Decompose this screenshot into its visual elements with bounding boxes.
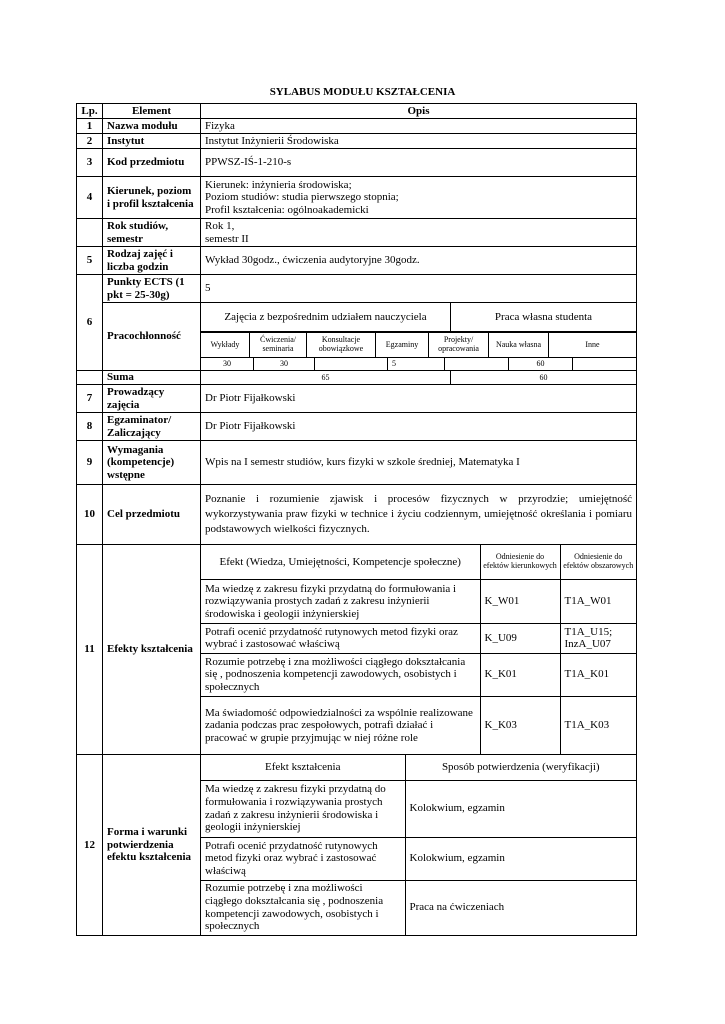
group-own: Praca własna studenta xyxy=(494,310,593,323)
row-value: Fizyka xyxy=(201,119,637,134)
verification-cell xyxy=(201,755,637,936)
table-row xyxy=(77,755,637,936)
row-element: Instytut xyxy=(103,134,201,149)
col-cwiczenia: Ćwiczenia/ seminaria xyxy=(250,333,307,358)
row-element: Suma xyxy=(103,371,201,385)
row-element: Egzaminator/ Zaliczający xyxy=(103,413,201,441)
row-element: Rok studiów, semestr xyxy=(103,219,201,247)
row-number xyxy=(77,371,103,385)
table-row xyxy=(77,219,637,247)
row-element: Kod przedmiotu xyxy=(103,149,201,177)
verification-row xyxy=(201,780,636,837)
col-nauka: Nauka własna xyxy=(489,333,549,358)
row-number: 7 xyxy=(77,385,103,413)
row-value: 5 xyxy=(201,275,637,303)
row-number: 12 xyxy=(77,755,103,936)
table-row xyxy=(77,119,637,134)
table-row xyxy=(77,275,637,303)
effects-header-effect: Efekt (Wiedza, Umiejętności, Kompetencje społeczne) xyxy=(201,545,480,579)
table-row xyxy=(77,413,637,441)
verification-effect: Rozumie potrzebę i zna możliwości ciągłego dokształcania się , podnoszenia kompetencji zawodowych, osobistych i społecznych xyxy=(201,880,405,935)
effect-row xyxy=(201,696,636,754)
table-row xyxy=(77,177,637,219)
verification-header-method: Sposób potwierdzenia (weryfikacji) xyxy=(405,755,636,780)
row-element: Nazwa modułu xyxy=(103,119,201,134)
row-number: 9 xyxy=(77,441,103,485)
val-inne xyxy=(573,358,637,370)
effect-obsz: T1A_W01 xyxy=(560,579,636,623)
effect-obsz: T1A_K03 xyxy=(560,696,636,754)
row-number: 10 xyxy=(77,485,103,545)
row-number: 2 xyxy=(77,134,103,149)
table-row xyxy=(77,485,637,545)
table-row xyxy=(77,134,637,149)
sum-direct: 65 xyxy=(201,371,451,384)
header-opis: Opis xyxy=(201,104,637,119)
val-nauka: 60 xyxy=(509,358,573,370)
val-egzaminy: 5 xyxy=(388,358,445,370)
row-value xyxy=(201,219,637,247)
verification-effect: Potrafi ocenić przydatność rutynowych metod fizyki oraz wybrać i zastosować właściwą xyxy=(201,837,405,880)
row-value: Poznanie i rozumienie zjawisk i procesów fizycznych w przyrodzie; umiejętność wykorzystywania praw fizyki w technice i życiu codziennym, umiejętność określania i pomiaru podstawowych wielkości fizycznych. xyxy=(201,485,637,545)
table-row xyxy=(77,385,637,413)
row-number: 3 xyxy=(77,149,103,177)
row-element: Efekty kształcenia xyxy=(103,545,201,755)
col-konsultacje: Konsultacje obowiązkowe xyxy=(307,333,376,358)
effect-kier: K_K03 xyxy=(480,696,560,754)
effect-text: Ma wiedzę z zakresu fizyki przydatną do formułowania i rozwiązywania prostych zadań z zakresu inżynierii środowiska i geologii inżynierskiej xyxy=(201,579,480,623)
workload-groups-row xyxy=(77,303,637,332)
row-element: Rodzaj zajęć i liczba godzin xyxy=(103,247,201,275)
row-number: 1 xyxy=(77,119,103,134)
row-value: Wykład 30godz., ćwiczenia audytoryjne 30godz. xyxy=(201,247,637,275)
verification-row xyxy=(201,880,636,935)
effect-row xyxy=(201,624,636,653)
syllabus-table xyxy=(76,103,637,936)
verification-effect: Ma wiedzę z zakresu fizyki przydatną do formułowania i rozwiązywania prostych zadań z zakresu inżynierii środowiska i geologii inżynierskiej xyxy=(201,780,405,837)
row-value xyxy=(201,177,637,219)
verification-row xyxy=(201,837,636,880)
header-row xyxy=(77,104,637,119)
workload-vals xyxy=(201,358,637,371)
col-projekty: Projekty/ opracowania xyxy=(429,333,489,358)
val-projekty xyxy=(445,358,509,370)
row-element: Prowadzący zajęcia xyxy=(103,385,201,413)
val-wyklady: 30 xyxy=(201,358,254,370)
verification-header-effect: Efekt kształcenia xyxy=(201,755,405,780)
line: Kierunek: inżynieria środowiska; xyxy=(205,178,352,191)
table-row xyxy=(77,545,637,755)
verification-method: Praca na ćwiczeniach xyxy=(405,880,636,935)
row-number xyxy=(77,219,103,247)
sum-row xyxy=(77,371,637,385)
line: Poziom studiów: studia pierwszego stopnia; xyxy=(205,191,399,204)
row-number: 5 xyxy=(77,247,103,275)
row-value: Wpis na I semestr studiów, kurs fizyki w szkole średniej, Matematyka I xyxy=(201,441,637,485)
col-inne: Inne xyxy=(549,333,637,358)
row-value: Instytut Inżynierii Środowiska xyxy=(201,134,637,149)
effect-kier: K_W01 xyxy=(480,579,560,623)
line: Profil kształcenia: ogólnoakademicki xyxy=(205,203,369,216)
row-value: Dr Piotr Fijałkowski xyxy=(201,413,637,441)
effect-row xyxy=(201,579,636,623)
sum-values xyxy=(201,371,637,385)
row-element: Cel przedmiotu xyxy=(103,485,201,545)
effects-cell xyxy=(201,545,637,755)
row-element: Kierunek, poziom i profil kształcenia xyxy=(103,177,201,219)
workload-cols xyxy=(201,332,637,358)
col-wyklady: Wykłady xyxy=(201,333,250,358)
verification-method: Kolokwium, egzamin xyxy=(405,780,636,837)
line: Rok 1, xyxy=(205,219,235,232)
table-row xyxy=(77,149,637,177)
row-value: Dr Piotr Fijałkowski xyxy=(201,385,637,413)
row-number: 6 xyxy=(77,275,103,371)
workload-groups xyxy=(201,303,637,332)
row-element: Pracochłonność xyxy=(103,303,201,371)
table-row xyxy=(77,441,637,485)
row-element: Punkty ECTS (1 pkt = 25-30g) xyxy=(103,275,201,303)
effect-text: Potrafi ocenić przydatność rutynowych metod fizyki oraz wybrać i zastosować właściwą xyxy=(201,624,480,653)
row-value: PPWSZ-IŚ-1-210-s xyxy=(201,149,637,177)
effect-text: Rozumie potrzebę i zna możliwości ciągłego dokształcania się , podnoszenia kompetencji zawodowych, osobistych i społecznych xyxy=(201,653,480,696)
col-egzaminy: Egzaminy xyxy=(376,333,429,358)
table-row xyxy=(77,247,637,275)
header-lp: Lp. xyxy=(77,104,103,119)
effect-text: Ma świadomość odpowiedzialności za wspólnie realizowane zadania podczas prac zespołowych, potrafi działać i pracować w grupie przyjmując w niej różne role xyxy=(201,696,480,754)
sum-own: 60 xyxy=(539,372,548,382)
header-element: Element xyxy=(103,104,201,119)
effect-kier: K_U09 xyxy=(480,624,560,653)
effect-kier: K_K01 xyxy=(480,653,560,696)
effect-row xyxy=(201,653,636,696)
effect-obsz: T1A_K01 xyxy=(560,653,636,696)
row-element: Forma i warunki potwierdzenia efektu kształcenia xyxy=(103,755,201,936)
verification-method: Kolokwium, egzamin xyxy=(405,837,636,880)
val-konsultacje xyxy=(315,358,388,370)
document-title: SYLABUS MODUŁU KSZTAŁCENIA xyxy=(269,86,456,98)
row-number: 8 xyxy=(77,413,103,441)
line: semestr II xyxy=(205,232,249,245)
row-number: 11 xyxy=(77,545,103,755)
val-cwiczenia: 30 xyxy=(254,358,315,370)
group-direct: Zajęcia z bezpośrednim udziałem nauczyciela xyxy=(201,303,451,331)
effects-header-obsz: Odniesienie do efektów obszarowych xyxy=(560,545,636,579)
row-element: Wymagania (kompetencje) wstępne xyxy=(103,441,201,485)
effects-header-kier: Odniesienie do efektów kierunkowych xyxy=(480,545,560,579)
effect-obsz: T1A_U15; InzA_U07 xyxy=(560,624,636,653)
row-number: 4 xyxy=(77,177,103,219)
